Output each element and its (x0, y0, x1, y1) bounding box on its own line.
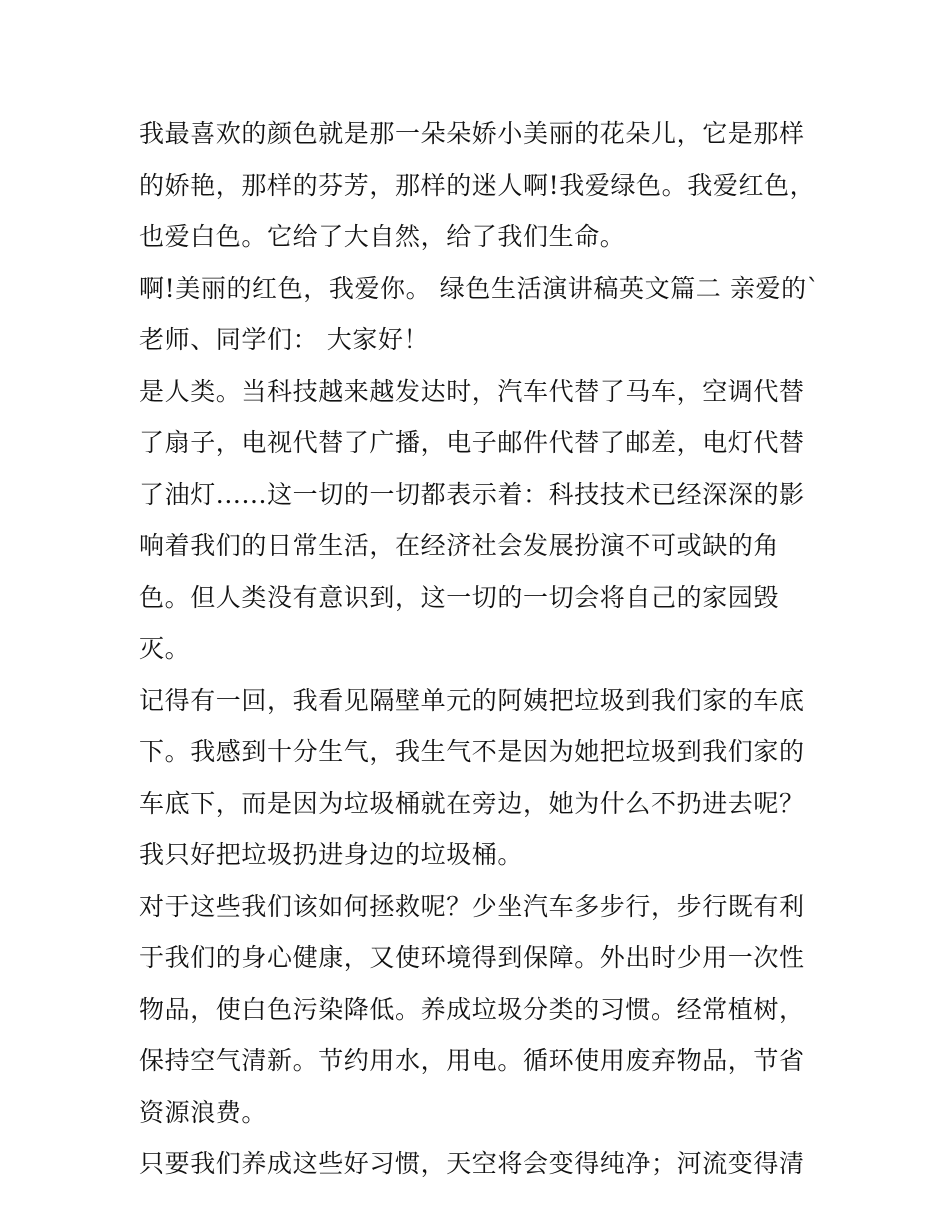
paragraph-2: 啊!美丽的红色，我爱你。 绿色生活演讲稿英文篇二 亲爱的`老师、同学们： 大家好！ (139, 273, 820, 354)
paragraph-3: 是人类。当科技越来越发达时，汽车代替了马车，空调代替了扇子，电视代替了广播，电子邮件代替了邮差，电灯代替了油灯......这一切的一切都表示着：科技技术已经深深的影响着我们的日常生活，在经济社会发展扮演不可或缺的角色。但人类没有意识到，这一切的一切会将自己的家园毁灭。 (139, 376, 805, 663)
paragraph-4: 记得有一回，我看见隔壁单元的阿姨把垃圾到我们家的车底下。我感到十分生气，我生气不是因为她把垃圾到我们家的车底下，而是因为垃圾桶就在旁边，她为什么不扔进去呢？我只好把垃圾扔进身边的垃圾桶。 (139, 685, 805, 869)
paragraph-5: 对于这些我们该如何拯救呢？少坐汽车多步行，步行既有利于我们的身心健康，又使环境得到保障。外出时少用一次性物品，使白色污染降低。养成垃圾分类的习惯。经常植树，保持空气清新。节约用水，用电。循环使用废弃物品，节省资源浪费。 (139, 891, 805, 1127)
document-body (139, 108, 829, 1190)
paragraph-1: 我最喜欢的颜色就是那一朵朵娇小美丽的花朵儿，它是那样的娇艳，那样的芬芳，那样的迷人啊!我爱绿色。我爱红色，也爱白色。它给了大自然，给了我们生命。 (139, 119, 816, 251)
paragraph-6: 只要我们养成这些好习惯，天空将会变得纯净；河流变得清 (139, 1149, 805, 1178)
